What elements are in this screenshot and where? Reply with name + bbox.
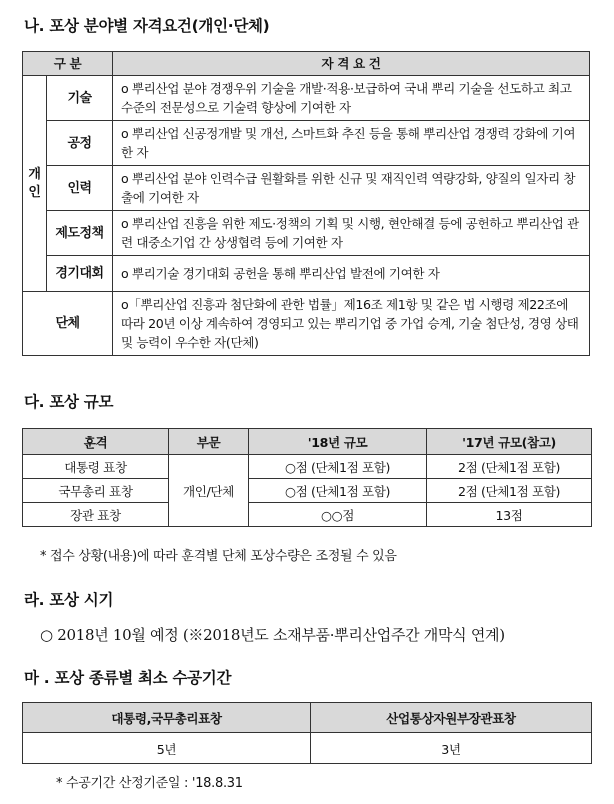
row-text: o「뿌리산업 진흥과 첨단화에 관한 법률」제16조 제1항 및 같은 법 시행령 제22조에 따라 20년 이상 계속하여 경영되고 있는 뿌리기업 중 가업 승계, 기술 첨단성, 경영 상태 및 능력이 우수한 자(단체) [113,292,590,356]
period-minister: 3년 [311,733,592,764]
division: 개인/단체 [169,455,249,527]
row-text: o 뿌리기술 경기대회 공헌을 통해 뿌리산업 발전에 기여한 자 [113,256,590,292]
row-category: 제도정책 [47,211,113,256]
table-row [23,211,590,256]
table-row [23,121,590,166]
award-scale-table [22,428,592,527]
row-category: 인력 [47,166,113,211]
award-2017: 2점 (단체1점 포함) [427,479,592,503]
section-ra-title: 라. 포상 시기 [24,591,114,609]
table-row [23,166,590,211]
section-ma-title: 마 . 포상 종류별 최소 수공기간 [24,669,232,687]
period-presidential: 5년 [23,733,311,764]
table-row [23,503,592,527]
award-2017: 2점 (단체1점 포함) [427,455,592,479]
period-note: * 수공기간 산정기준일 : '18.8.31 [56,776,243,791]
header-category: 구 분 [23,52,113,76]
header-presidential: 대통령,국무총리표창 [23,703,311,733]
award-note: * 접수 상황(내용)에 따라 훈격별 단체 포상수량은 조정될 수 있음 [40,549,397,564]
row-category: 공정 [47,121,113,166]
award-name: 장관 표창 [23,503,169,527]
award-2018: ○점 (단체1점 포함) [249,479,427,503]
award-timing: ○ 2018년 10월 예정 (※2018년도 소재부품·뿌리산업주간 개막식 연계) [40,626,505,644]
row-text: o 뿌리산업 진흥을 위한 제도·정책의 기획 및 시행, 현안해결 등에 공헌하고 뿌리산업 관련 대중소기업 간 상생협력 등에 기여한 자 [113,211,590,256]
row-text: o 뿌리산업 분야 인력수급 원활화를 위한 신규 및 재직인력 역량강화, 양질의 일자리 창출에 기여한 자 [113,166,590,211]
header-minister: 산업통상자원부장관표창 [311,703,592,733]
table-row [23,733,592,764]
row-category: 경기대회 [47,256,113,292]
award-name: 국무총리 표창 [23,479,169,503]
header-2018: '18년 규모 [249,429,427,455]
table-row [23,292,590,356]
row-category: 기술 [47,76,113,121]
table-row [23,76,590,121]
qualification-table [22,51,590,356]
section-da-title: 다. 포상 규모 [24,393,114,411]
header-requirements: 자 격 요 건 [113,52,590,76]
group-label-individual: 개 인 [23,76,47,292]
award-2017: 13점 [427,503,592,527]
row-text: o 뿌리산업 신공정개발 및 개선, 스마트화 추진 등을 통해 뿌리산업 경쟁력 강화에 기여한 자 [113,121,590,166]
award-2018: ○점 (단체1점 포함) [249,455,427,479]
service-period-table [22,702,592,764]
header-2017: '17년 규모(참고) [427,429,592,455]
row-text: o 뿌리산업 분야 경쟁우위 기술을 개발·적용·보급하여 국내 뿌리 기술을 선도하고 최고수준의 전문성으로 기술력 향상에 기여한 자 [113,76,590,121]
table-row [23,455,592,479]
table-row [23,479,592,503]
section-na-title: 나. 포상 분야별 자격요건(개인·단체) [24,17,270,35]
header-award: 훈격 [23,429,169,455]
award-2018: ○○점 [249,503,427,527]
table-row [23,256,590,292]
row-category: 단체 [23,292,113,356]
header-division: 부문 [169,429,249,455]
award-name: 대통령 표창 [23,455,169,479]
